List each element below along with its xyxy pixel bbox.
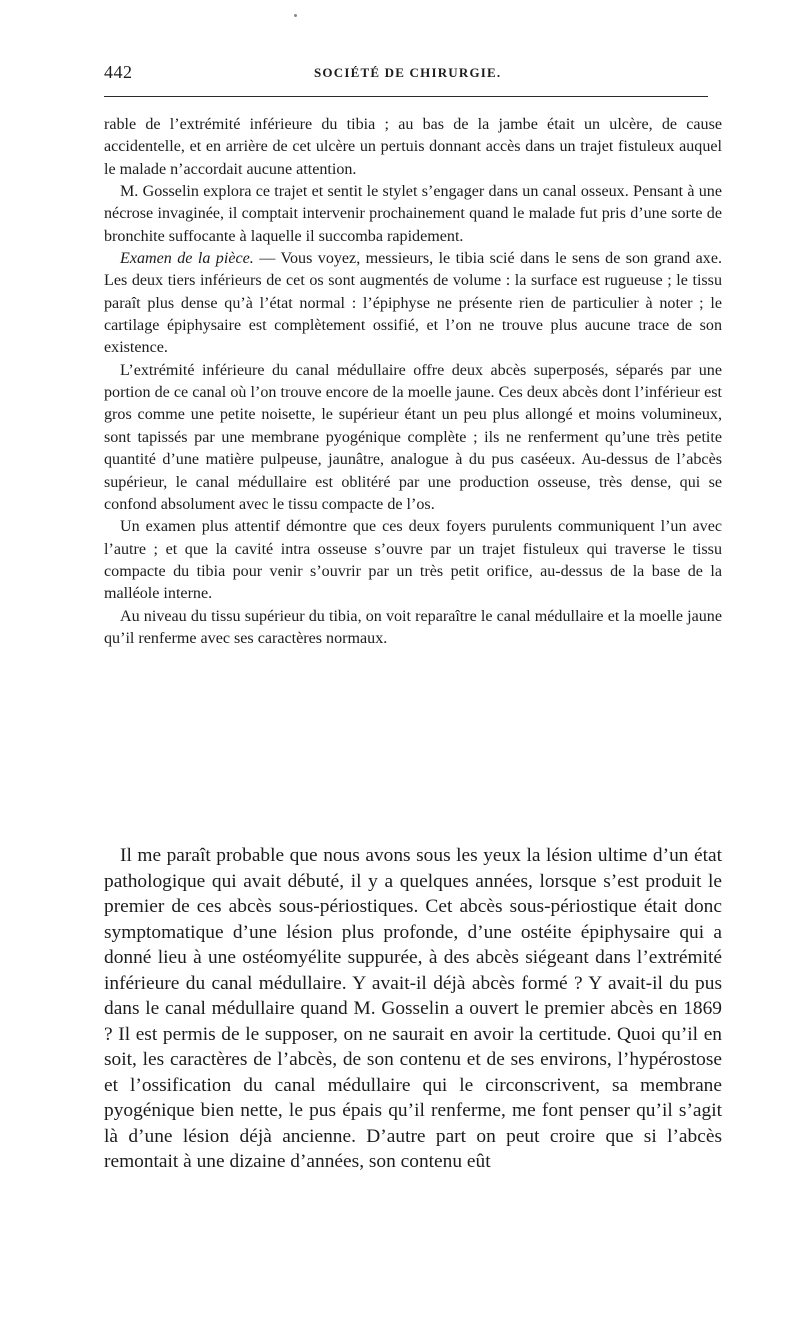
commentary-text bbox=[104, 843, 722, 1175]
paragraph: rable de l’extrémité inférieure du tibia ; au bas de la jambe était un ulcère, de cause accidentelle, et en arrière de cet ulcère un pertuis donnant accès dans un trajet fistuleux auquel le malade n’accordait aucune attention. bbox=[104, 116, 722, 178]
running-title: SOCIÉTÉ DE CHIRURGIE. bbox=[314, 65, 502, 80]
paragraph: Au niveau du tissu supérieur du tibia, on voit reparaître le canal médullaire et la moelle jaune qu’il renferme avec ses caractères normaux. bbox=[104, 607, 722, 647]
print-speck bbox=[294, 14, 297, 17]
header-rule bbox=[104, 96, 708, 97]
paragraph bbox=[104, 248, 722, 360]
section-heading-italic: Examen de la pièce. bbox=[120, 250, 254, 268]
page-header bbox=[104, 62, 722, 86]
page-number: 442 bbox=[104, 62, 133, 82]
paragraph: Un examen plus attentif démontre que ces deux foyers purulents communiquent l’un avec l’autre ; et que la cavité intra osseuse s’ouvre par un trajet fistuleux qui traverse le tissu compacte du tibia pour venir s’ouvrir par un très petit orifice, au-dessus de la base de la malléole interne. bbox=[104, 518, 722, 603]
paragraph: Il me paraît probable que nous avons sous les yeux la lésion ultime d’un état pathologique qui avait débuté, il y a quelques années, lorsque s’est produit le premier de ces abcès sous-périostiques. Cet abcès sous-périostique était donc symptomatique d’une lésion plus profonde, d’une ostéite épiphysaire qui a donné lieu à une ostéomyélite suppurée, à des abcès siégeant dans l’extrémité inférieure du canal médullaire. Y avait-il déjà abcès formé ? Y avait-il du pus dans le canal médullaire quand M. Gosselin a ouvert le premier abcès en 1869 ? Il est permis de le supposer, on ne saurait en avoir la certitude. Quoi qu’il en soit, les caractères de l’abcès, de son contenu et de ses environs, l’hypérostose et l’ossification du canal médullaire qui le circonscrivent, sa membrane pyogénique bien nette, le pus épais qu’il renferme, me font penser qu’il s’agit là d’une lésion déjà ancienne. D’autre part on peut croire que si l’abcès remontait à une dizaine d’années, son contenu eût bbox=[104, 845, 722, 1172]
paragraph: M. Gosselin explora ce trajet et sentit le stylet s’engager dans un canal osseux. Pensant à une nécrose invaginée, il comptait intervenir prochainement quand le malade fut pris d’une sorte de bronchite suffocante à laquelle il succomba rapidement. bbox=[104, 183, 722, 245]
paragraph: L’extrémité inférieure du canal médullaire offre deux abcès superposés, séparés par une portion de ce canal où l’on trouve encore de la moelle jaune. Ces deux abcès dont l’inférieur est gros comme une petite noisette, le supérieur étant un peu plus allongé et moins volumineux, sont tapissés par une membrane pyogénique complète ; ils ne renferment qu’une très petite quantité d’une matière pulpeuse, jaunâtre, analogue à du pus caséeux. Au-dessus de l’abcès supérieur, le canal médullaire est oblitéré par une production osseuse, très dense, qui se confond absolument avec le tissu compacte de l’os. bbox=[104, 361, 722, 513]
paragraph-body: — Vous voyez, messieurs, le tibia scié dans le sens de son grand axe. Les deux tiers inférieurs de cet os sont augmentés de volume : la surface est rugueuse ; le tissu paraît plus dense qu’à l’état normal : l’épiphyse ne présente rien de particulier à noter ; le cartilage épiphysaire est complètement ossifié, et l’on ne trouve plus aucune trace de son existence. bbox=[104, 250, 722, 357]
case-report-text bbox=[104, 114, 722, 650]
